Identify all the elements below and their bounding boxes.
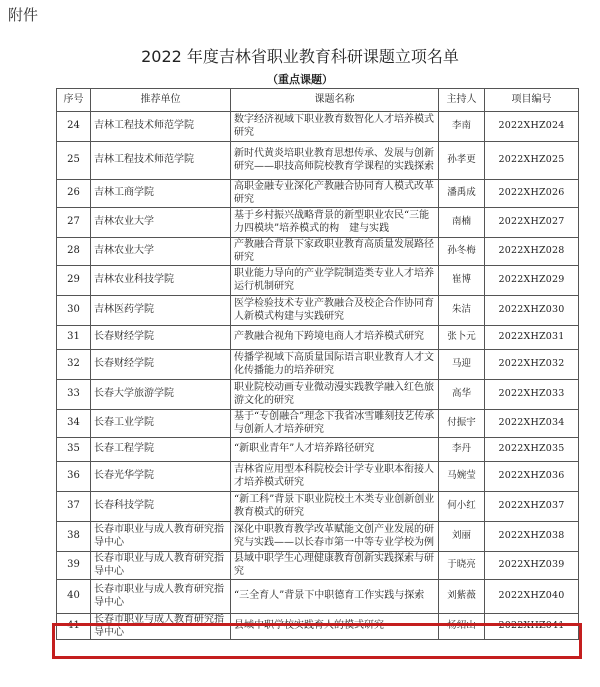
row-unit: 长春科技学院 (91, 492, 231, 522)
row-topic: 县域中职学校实践育人的模式研究 (231, 614, 439, 640)
row-number: 26 (57, 180, 91, 208)
row-host: 潘禹成 (439, 180, 485, 208)
row-host: 张卜元 (439, 326, 485, 350)
row-number: 36 (57, 462, 91, 492)
row-unit: 吉林工程技术师范学院 (91, 142, 231, 180)
document-subtitle: （重点课题） (267, 73, 333, 86)
row-unit: 长春市职业与成人教育研究指导中心 (91, 614, 231, 640)
row-topic: 吉林省应用型本科院校会计学专业职本衔接人才培养模式研究 (231, 462, 439, 492)
row-unit: 长春大学旅游学院 (91, 380, 231, 410)
row-code: 2022XHZ034 (485, 410, 579, 438)
table-row (57, 326, 579, 350)
row-code: 2022XHZ035 (485, 438, 579, 462)
row-code: 2022XHZ032 (485, 350, 579, 380)
table-row (57, 266, 579, 296)
row-unit: 吉林工程技术师范学院 (91, 112, 231, 142)
row-host: 李南 (439, 112, 485, 142)
row-topic: 职业院校动画专业微动漫实践教学融入红色旅游文化的研究 (231, 380, 439, 410)
row-number: 40 (57, 580, 91, 614)
row-topic: 县域中职学生心理健康教育创新实践探索与研究 (231, 552, 439, 580)
row-host: 崔博 (439, 266, 485, 296)
row-number: 37 (57, 492, 91, 522)
row-unit: 吉林医药学院 (91, 296, 231, 326)
table-row (57, 580, 579, 614)
header-code: 项目编号 (485, 89, 579, 112)
attachment-label: 附件 (8, 6, 39, 24)
row-code: 2022XHZ026 (485, 180, 579, 208)
row-code: 2022XHZ031 (485, 326, 579, 350)
row-number: 33 (57, 380, 91, 410)
row-number: 24 (57, 112, 91, 142)
table-row (57, 380, 579, 410)
row-code: 2022XHZ027 (485, 208, 579, 238)
row-unit: 吉林农业大学 (91, 238, 231, 266)
table-row (57, 142, 579, 180)
row-topic: 基于“专创融合”理念下我省冰雪雕刻技艺传承与创新人才培养研究 (231, 410, 439, 438)
row-host: 刘紫薇 (439, 580, 485, 614)
row-host: 孙孝更 (439, 142, 485, 180)
header-unit: 推荐单位 (91, 89, 231, 112)
table-row (57, 552, 579, 580)
row-host: 刘丽 (439, 522, 485, 552)
table-row (57, 462, 579, 492)
table-header-row (57, 89, 579, 112)
row-number: 29 (57, 266, 91, 296)
row-number: 32 (57, 350, 91, 380)
table-row (57, 180, 579, 208)
row-topic: 数字经济视域下职业教育数智化人才培养模式研究 (231, 112, 439, 142)
row-code: 2022XHZ039 (485, 552, 579, 580)
row-unit: 长春工程学院 (91, 438, 231, 462)
row-host: 高华 (439, 380, 485, 410)
row-topic: “新工科”背景下职业院校土木类专业创新创业教育模式的研究 (231, 492, 439, 522)
row-number: 41 (57, 614, 91, 640)
row-code: 2022XHZ030 (485, 296, 579, 326)
row-unit: 长春财经学院 (91, 350, 231, 380)
row-unit: 长春光华学院 (91, 462, 231, 492)
header-topic: 课题名称 (231, 89, 439, 112)
row-number: 28 (57, 238, 91, 266)
row-code: 2022XHZ040 (485, 580, 579, 614)
header-host: 主持人 (439, 89, 485, 112)
row-number: 27 (57, 208, 91, 238)
header-no: 序号 (57, 89, 91, 112)
row-topic: “三全育人”背景下中职德育工作实践与探索 (231, 580, 439, 614)
row-code: 2022XHZ029 (485, 266, 579, 296)
table-row (57, 492, 579, 522)
row-host: 杨绍山 (439, 614, 485, 640)
row-host: 付振宇 (439, 410, 485, 438)
row-unit: 长春财经学院 (91, 326, 231, 350)
row-host: 于晓亮 (439, 552, 485, 580)
row-unit: 长春市职业与成人教育研究指导中心 (91, 552, 231, 580)
row-number: 31 (57, 326, 91, 350)
project-table (56, 88, 579, 640)
row-code: 2022XHZ036 (485, 462, 579, 492)
row-topic: 基于乡村振兴战略背景的新型职业农民“三能力四模块”培养模式的构 建与实践 (231, 208, 439, 238)
row-host: 李丹 (439, 438, 485, 462)
row-topic: “新职业青年”人才培养路径研究 (231, 438, 439, 462)
row-topic: 产教融合背景下家政职业教育高质量发展路径研究 (231, 238, 439, 266)
row-code: 2022XHZ033 (485, 380, 579, 410)
table-row (57, 296, 579, 326)
row-host: 朱洁 (439, 296, 485, 326)
row-topic: 医学检验技术专业产教融合及校企合作协同育人新模式构建与实践研究 (231, 296, 439, 326)
row-number: 30 (57, 296, 91, 326)
row-unit: 吉林农业大学 (91, 208, 231, 238)
row-host: 马迎 (439, 350, 485, 380)
row-unit: 吉林工商学院 (91, 180, 231, 208)
row-code: 2022XHZ038 (485, 522, 579, 552)
row-topic: 职业能力导向的产业学院制造类专业人才培养运行机制研究 (231, 266, 439, 296)
row-topic: 产教融合视角下跨境电商人才培养模式研究 (231, 326, 439, 350)
row-topic: 深化中职教育教学改革赋能文创产业发展的研究与实践——以长春市第一中等专业学校为例 (231, 522, 439, 552)
table-row (57, 350, 579, 380)
row-topic: 传播学视域下高质量国际语言职业教育人才文化传播能力的培养研究 (231, 350, 439, 380)
row-unit: 长春市职业与成人教育研究指导中心 (91, 580, 231, 614)
row-number: 34 (57, 410, 91, 438)
row-topic: 新时代黄炎培职业教育思想传承、发展与创新研究——职技高师院校教育学课程的实践探索 (231, 142, 439, 180)
row-number: 38 (57, 522, 91, 552)
highlight-box (52, 623, 582, 659)
row-unit: 吉林农业科技学院 (91, 266, 231, 296)
row-code: 2022XHZ041 (485, 614, 579, 640)
table-row (57, 238, 579, 266)
table-row (57, 112, 579, 142)
row-host: 南楠 (439, 208, 485, 238)
table-row (57, 208, 579, 238)
table-body (57, 112, 579, 640)
row-topic: 高职金融专业深化产教融合协同育人模式改革研究 (231, 180, 439, 208)
row-unit: 长春工业学院 (91, 410, 231, 438)
row-host: 何小红 (439, 492, 485, 522)
document-title: 2022 年度吉林省职业教育科研课题立项名单 (141, 47, 459, 66)
row-code: 2022XHZ025 (485, 142, 579, 180)
row-code: 2022XHZ028 (485, 238, 579, 266)
table-row (57, 410, 579, 438)
row-number: 39 (57, 552, 91, 580)
row-code: 2022XHZ037 (485, 492, 579, 522)
row-number: 35 (57, 438, 91, 462)
row-unit: 长春市职业与成人教育研究指导中心 (91, 522, 231, 552)
table-row (57, 522, 579, 552)
row-host: 孙冬梅 (439, 238, 485, 266)
table-row (57, 438, 579, 462)
row-number: 25 (57, 142, 91, 180)
row-host: 马婉莹 (439, 462, 485, 492)
row-code: 2022XHZ024 (485, 112, 579, 142)
